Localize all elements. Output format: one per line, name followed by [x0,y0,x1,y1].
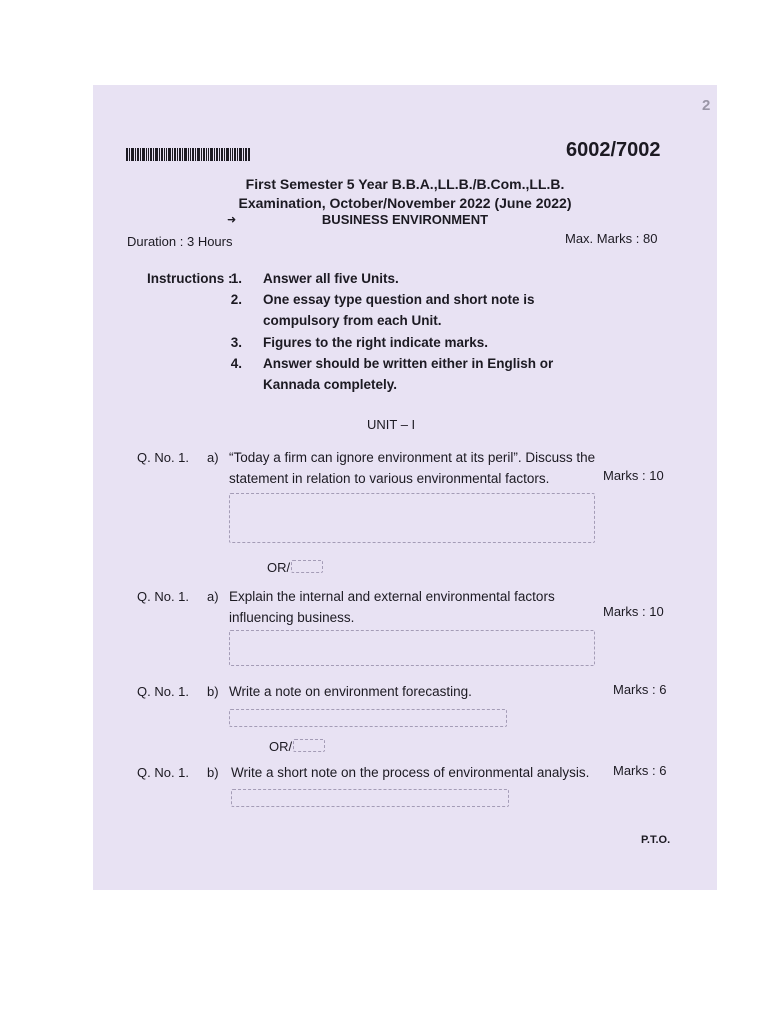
question-marks: Marks : 6 [613,682,667,697]
question-text: Write a note on environment forecasting. [229,684,472,699]
instruction-text-continued: compulsory from each Unit. [263,313,442,328]
kannada-text-placeholder [291,560,323,573]
instruction-number: 1. [230,271,242,286]
unit-heading: UNIT – I [367,417,416,432]
duration-text: Duration : 3 Hours [127,234,233,249]
question-part: b) [207,765,219,780]
question-part: b) [207,684,219,699]
pto-label: P.T.O. [641,834,671,846]
instruction-text: Figures to the right indicate marks. [263,335,489,350]
instruction-number: 3. [230,335,242,350]
question-part: a) [207,450,219,465]
question-marks: Marks : 6 [613,763,667,778]
kannada-translation-placeholder [229,630,595,666]
exam-title-line-1: First Semester 5 Year B.B.A.,LL.B./B.Com.,LL.B. [245,176,565,192]
question-number: Q. No. 1. [137,450,190,465]
kannada-translation-placeholder [229,709,507,727]
question-number: Q. No. 1. [137,684,190,699]
kannada-text-placeholder [293,739,325,752]
kannada-translation-placeholder [229,493,595,543]
paper-code: 6002/7002 [566,139,661,161]
barcode-image [126,148,250,161]
instruction-text: Answer should be written either in English or [263,356,554,371]
or-label: OR/ [269,739,325,754]
subject-title: BUSINESS ENVIRONMENT [321,212,489,227]
instructions-label: Instructions : [147,271,233,286]
instruction-text-continued: Kannada completely. [263,377,398,392]
question-marks: Marks : 10 [603,468,664,483]
arrow-bullet-icon: ➜ [227,214,237,226]
question-number: Q. No. 1. [137,765,190,780]
question-part: a) [207,589,219,604]
exam-paper-sheet [93,85,717,890]
instruction-number: 2. [230,292,242,307]
or-label: OR/ [267,560,323,575]
instruction-text: Answer all five Units. [263,271,399,286]
question-text: Write a short note on the process of environmental analysis. [231,765,590,780]
question-number: Q. No. 1. [137,589,190,604]
instruction-number: 4. [230,356,242,371]
exam-title-line-2: Examination, October/November 2022 (June 2022) [238,195,572,211]
question-text: “Today a firm can ignore environment at its peril”. Discuss the statement in relation to various environmental factors. [229,450,596,486]
max-marks-text: Max. Marks : 80 [565,231,658,246]
question-marks: Marks : 10 [603,604,664,619]
instruction-text: One essay type question and short note is [263,292,535,307]
kannada-translation-placeholder [231,789,509,807]
page-corner-mark: 2 [702,97,711,114]
question-text: Explain the internal and external environmental factors influencing business. [229,589,555,625]
